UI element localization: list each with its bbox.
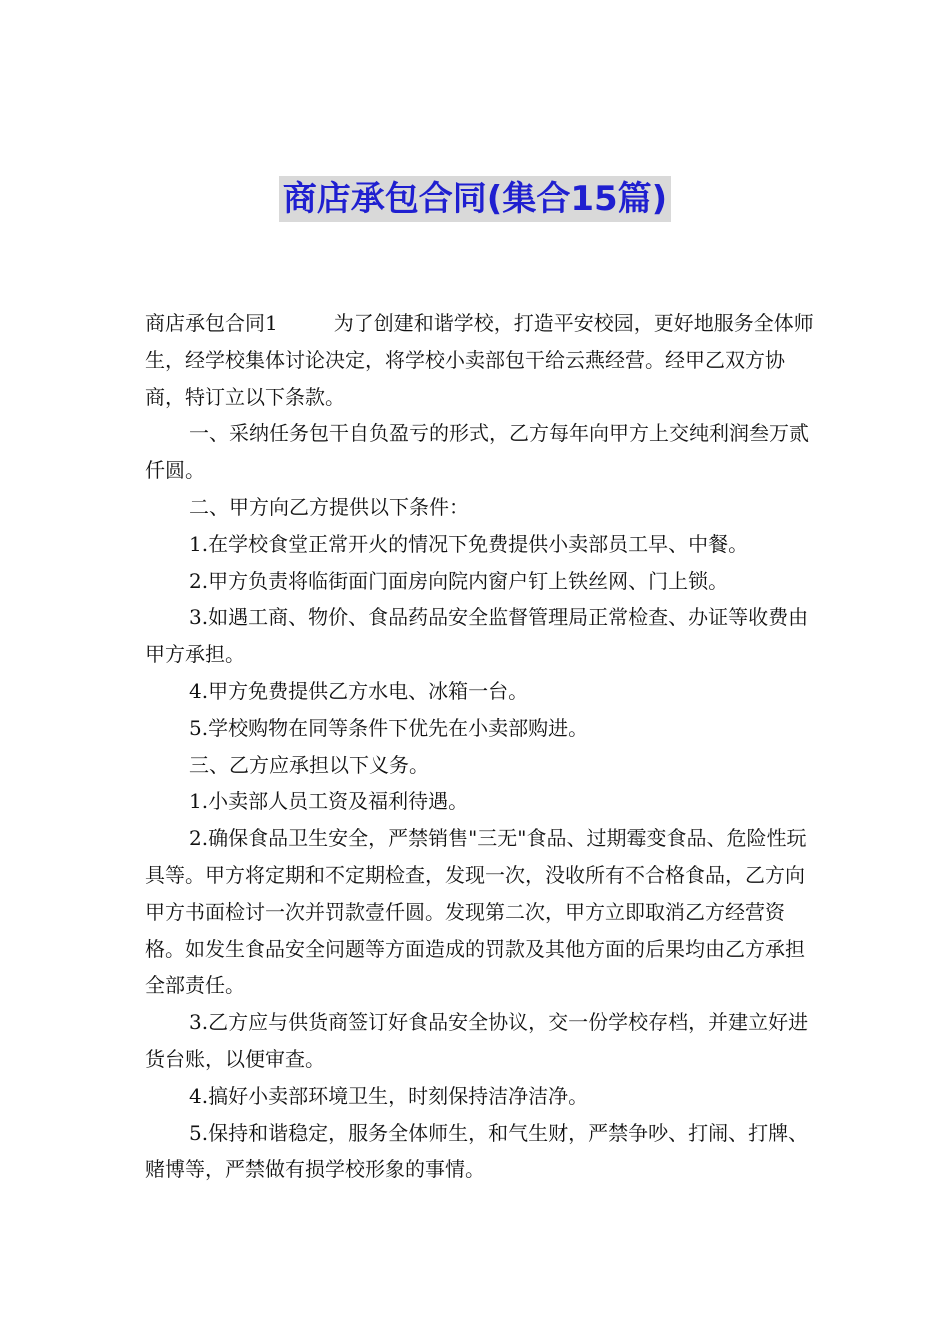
clause-2-item-5: 5.学校购物在同等条件下优先在小卖部购进。 <box>189 715 589 740</box>
clause-2-item-1: 1.在学校食堂正常开火的情况下免费提供小卖部员工早、中餐。 <box>189 531 749 556</box>
clause-1: 一、采纳任务包干自负盈亏的形式，乙方每年向甲方上交纯利润叁万贰仟圆。 <box>145 421 809 483</box>
document-body <box>145 305 815 1188</box>
clause-3-item-2: 2.确保食品卫生安全，严禁销售"三无"食品、过期霉变食品、危险性玩具等。甲方将定期和不定期检查，发现一次，没收所有不合格食品，乙方向甲方书面检讨一次并罚款壹仟圆。发现第二次，甲方立即取消乙方经营资格。如发生食品安全问题等方面造成的罚款及其他方面的后果均由乙方承担全部责任。 <box>145 826 807 998</box>
intro-text: 为了创建和谐学校，打造平安校园，更好地服务全体师生，经学校集体讨论决定，将学校小卖部包干给云燕经营。经甲乙双方协商，特订立以下条款。 <box>145 311 814 409</box>
clause-2-heading: 二、甲方向乙方提供以下条件： <box>189 494 469 519</box>
clause-2-item-3: 3.如遇工商、物价、食品药品安全监督管理局正常检查、办证等收费由甲方承担。 <box>145 605 809 667</box>
title-container <box>0 176 950 222</box>
clause-3-item-4: 4.搞好小卖部环境卫生，时刻保持洁净洁净。 <box>189 1083 589 1108</box>
clause-3-item-1: 1.小卖部人员工资及福利待遇。 <box>189 789 469 814</box>
clause-3-heading: 三、乙方应承担以下义务。 <box>189 752 429 777</box>
clause-2-item-2: 2.甲方负责将临街面门面房向院内窗户钉上铁丝网、门上锁。 <box>189 568 729 593</box>
clause-3-item-3: 3.乙方应与供货商签订好食品安全协议，交一份学校存档，并建立好进货台账，以便审查。 <box>145 1010 809 1071</box>
document-title: 商店承包合同(集合15篇) <box>279 176 671 222</box>
paragraph-intro <box>145 305 815 415</box>
contract-label: 商店承包合同1 <box>145 311 278 335</box>
clause-3-item-5: 5.保持和谐稳定，服务全体师生，和气生财，严禁争吵、打闹、打牌、赌博等，严禁做有损学校形象的事情。 <box>145 1120 809 1182</box>
clause-2-item-4: 4.甲方免费提供乙方水电、冰箱一台。 <box>189 678 529 703</box>
